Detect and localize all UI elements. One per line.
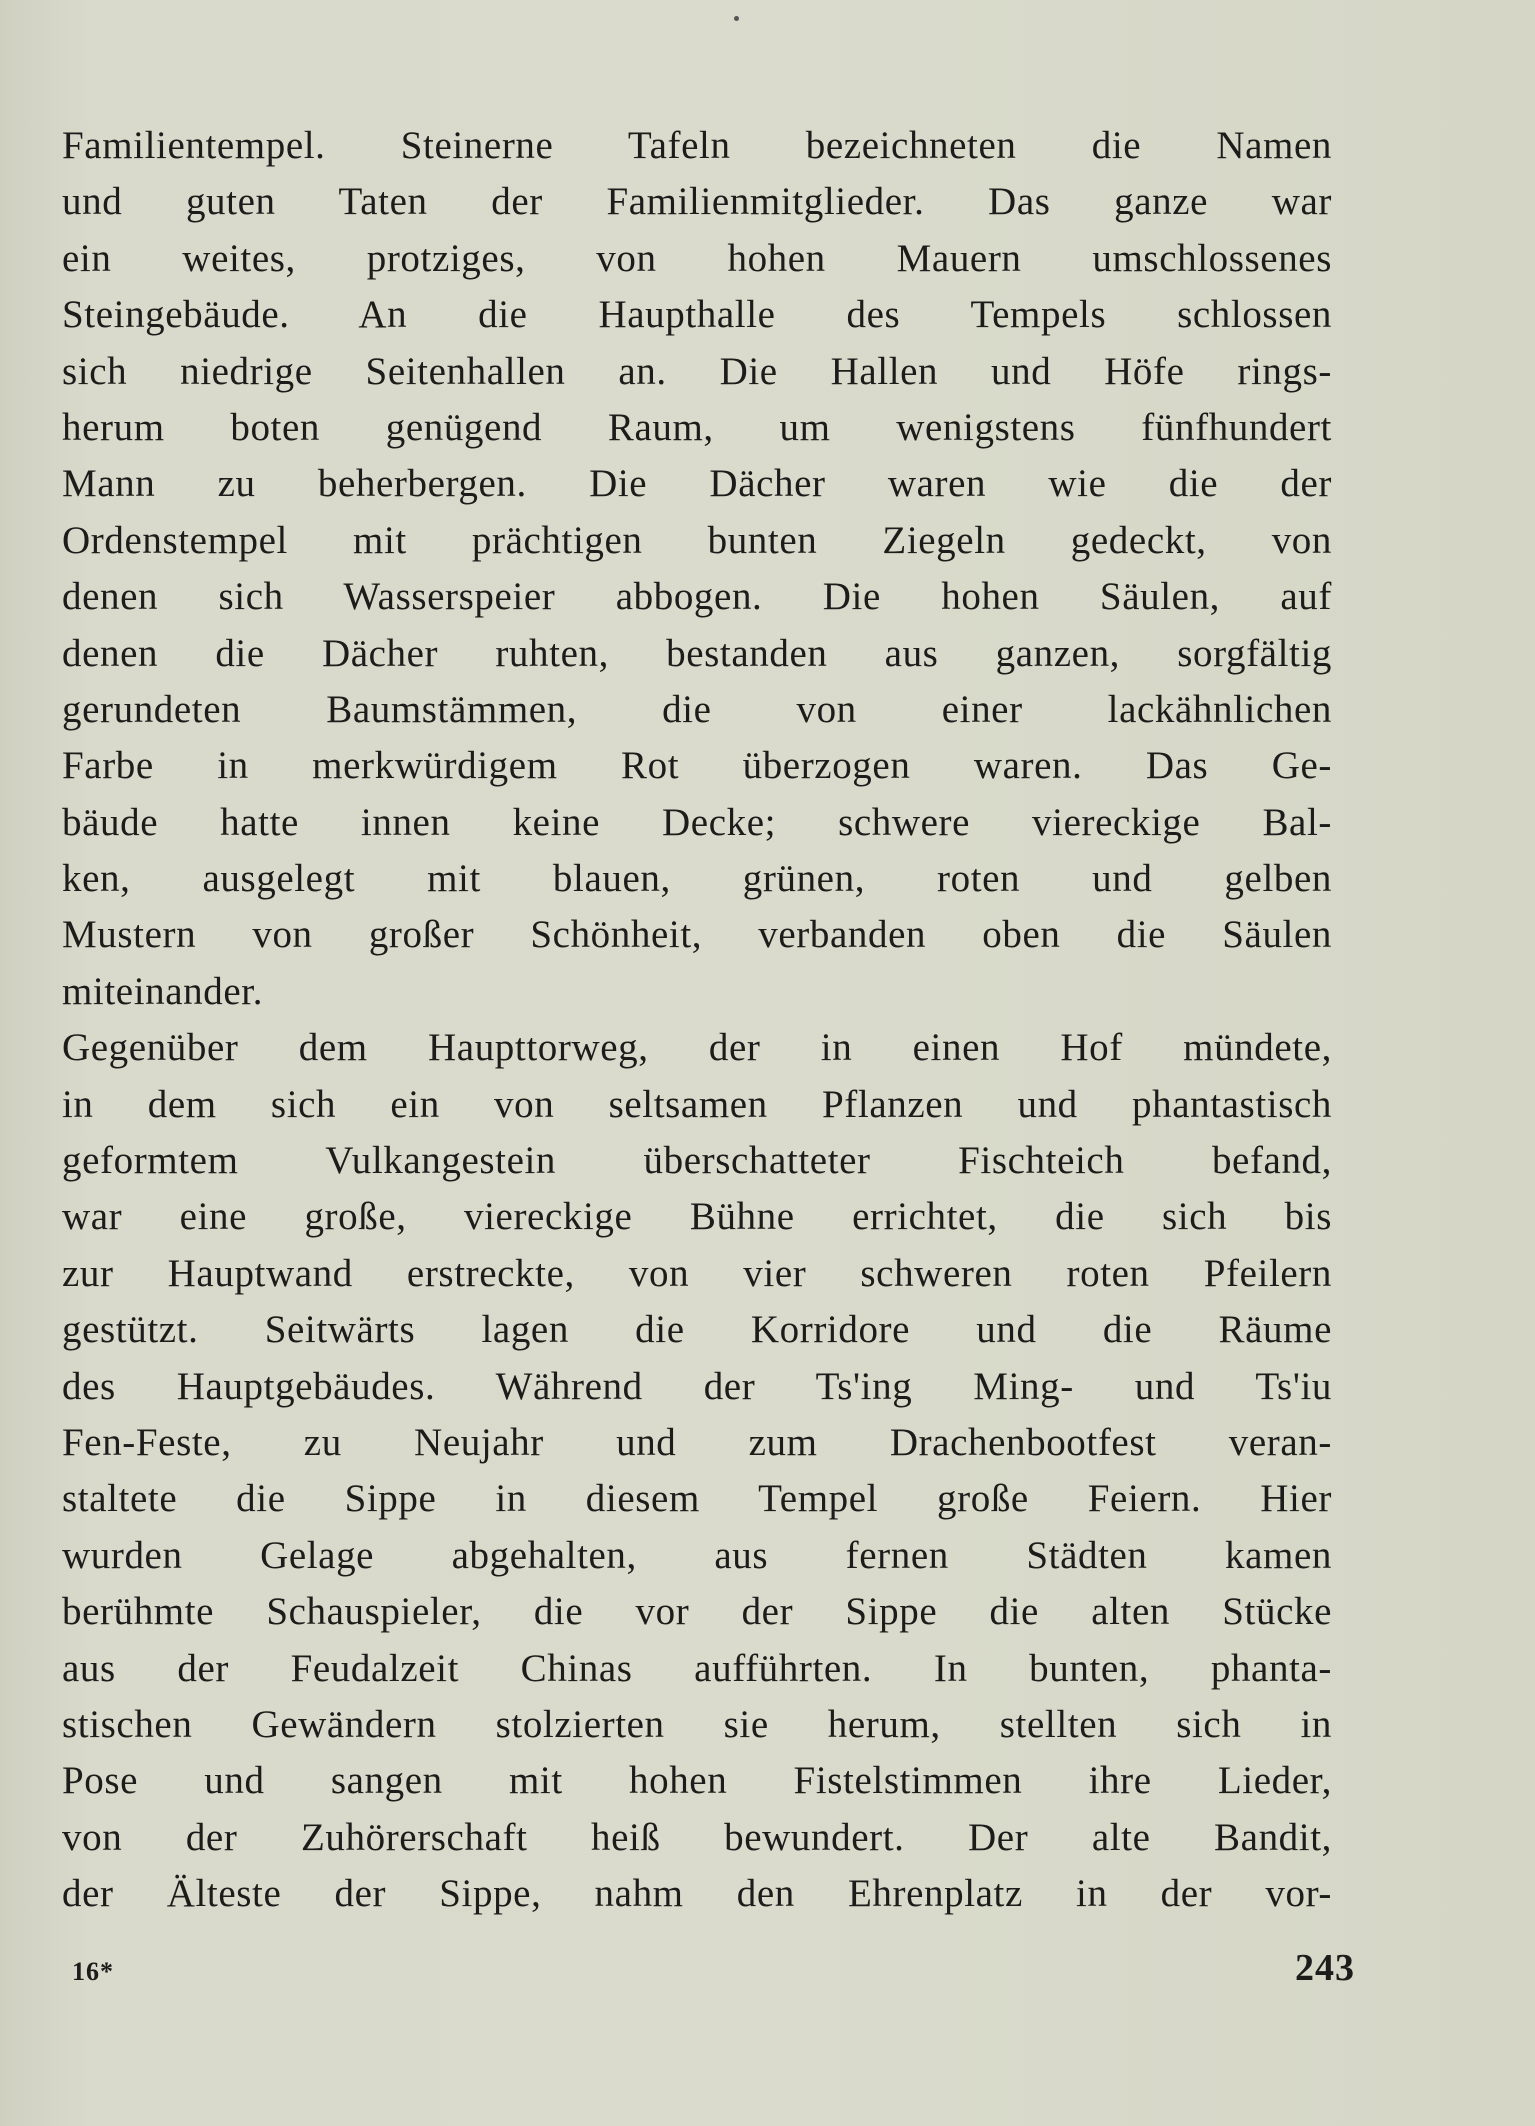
page-number: 243 [1295,1947,1355,1989]
text-line: denen die Dächer ruhten, bestanden aus ganzen, sorgfältig [62,631,1332,675]
text-line: Farbe in merkwürdigem Rot überzogen waren. Das Ge- [62,744,1332,788]
text-line: Gegenüber dem Haupttorweg, der in einen Hof mündete, [62,1026,1332,1070]
printer-signature-mark: 16* [72,1957,114,1986]
text-line: Mustern von großer Schönheit, verbanden oben die Säulen [62,913,1332,957]
text-line: der Älteste der Sippe, nahm den Ehrenplatz in der vor- [62,1872,1332,1916]
text-line: ein weites, protziges, von hohen Mauern umschlossenes [62,236,1332,280]
text-line: Pose und sangen mit hohen Fistelstimmen ihre Lieder, [62,1759,1332,1803]
text-line: Steingebäude. An die Haupthalle des Tempels schlossen [62,293,1332,337]
text-line: gerundeten Baumstämmen, die von einer lackähnlichen [62,687,1332,731]
text-line: des Hauptgebäudes. Während der Ts'ing Ming- und Ts'iu [62,1364,1332,1408]
text-line: staltete die Sippe in diesem Tempel große Feiern. Hier [62,1477,1332,1521]
text-line: Mann zu beherbergen. Die Dächer waren wie die der [62,462,1332,506]
text-line: gestützt. Seitwärts lagen die Korridore und die Räume [62,1308,1332,1352]
text-line: herum boten genügend Raum, um wenigstens fünfhundert [62,405,1332,449]
text-line: Familientempel. Steinerne Tafeln bezeichneten die Namen [62,124,1332,167]
print-speck [734,16,739,21]
text-line: ken, ausgelegt mit blauen, grünen, roten und gelben [62,857,1332,901]
text-line: denen sich Wasserspeier abbogen. Die hohen Säulen, auf [62,575,1332,619]
text-line: berühmte Schauspieler, die vor der Sippe die alten Stücke [62,1590,1332,1634]
text-line: aus der Feudalzeit Chinas aufführten. In bunten, phanta- [62,1646,1332,1690]
body-text [62,118,1332,1923]
text-line: in dem sich ein von seltsamen Pflanzen und phantastisch [62,1082,1332,1126]
text-line: zur Hauptwand erstreckte, von vier schweren roten Pfeilern [62,1251,1332,1295]
text-line: Fen-Feste, zu Neujahr und zum Drachenbootfest veran- [62,1420,1332,1464]
text-line: war eine große, viereckige Bühne errichtet, die sich bis [62,1195,1332,1239]
text-line: und guten Taten der Familienmitglieder. Das ganze war [62,180,1332,224]
text-line: von der Zuhörerschaft heiß bewundert. Der alte Bandit, [62,1815,1332,1859]
paragraph-end-line: miteinander. [62,969,264,1013]
text-line: sich niedrige Seitenhallen an. Die Hallen und Höfe rings- [62,349,1332,393]
text-line: wurden Gelage abgehalten, aus fernen Städten kamen [62,1533,1332,1577]
text-line: bäude hatte innen keine Decke; schwere viereckige Bal- [62,800,1332,844]
text-line: stischen Gewändern stolzierten sie herum, stellten sich in [62,1702,1332,1746]
text-line: Ordenstempel mit prächtigen bunten Ziegeln gedeckt, von [62,518,1332,562]
text-line: geformtem Vulkangestein überschatteter Fischteich befand, [62,1139,1332,1183]
